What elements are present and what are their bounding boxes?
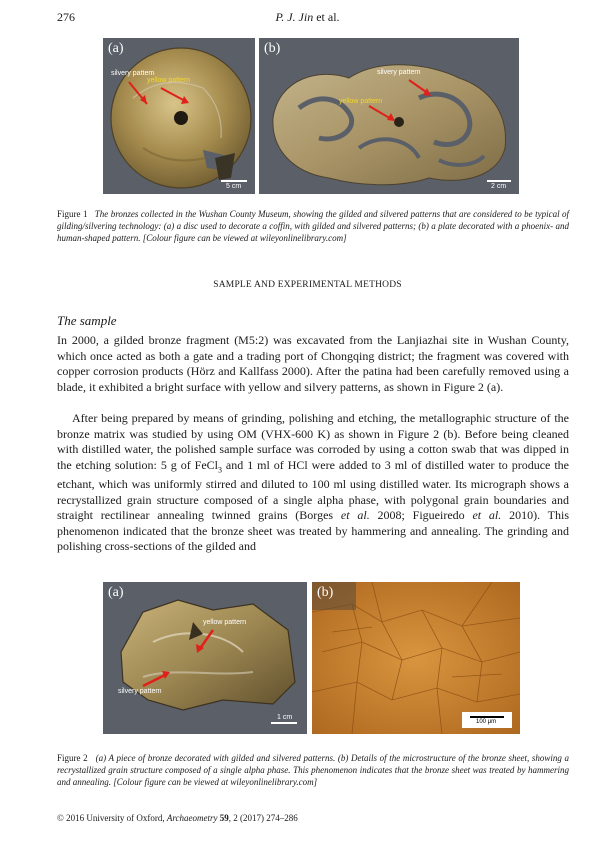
- figure2-caption-label: Figure 2: [57, 753, 88, 763]
- p2-part-c: 2008; Figueiredo: [369, 508, 473, 523]
- footer-copyright-text: © 2016 University of Oxford,: [57, 813, 167, 823]
- p2-part-a: After being prepared by means of grinding, polishing and etching, the metallographic structure of the bronze matrix was studied by using OM (VHX-600 K) as shown in Figure 2 (b). Before being cleaned with distilled water, the polished sample surface was corroded by using a cotton swab that was dipped in the etching solution: 5 g of FeCl: [57, 411, 569, 472]
- figure2-caption: [57, 752, 569, 788]
- p2-subscript: 3: [217, 464, 222, 474]
- footer-volume: 59: [217, 813, 229, 823]
- figure1-caption-label: Figure 1: [57, 209, 88, 219]
- figure2-a-silvery-label: silvery pattern: [118, 688, 162, 695]
- subsection-heading: The sample: [57, 313, 117, 328]
- body-paragraph-2: [57, 411, 569, 555]
- figure2-panel-a: [103, 582, 307, 734]
- p2-etal-1: et al.: [340, 508, 370, 523]
- p2-part-b: and 1 ml of HCl were added to 3 ml of distilled water to produce the etchant, which was uniformly stirred and diluted to 100 ml using distilled water. Its micrograph shows a recrystallized grain structure composed of a single alpha phase, with polygonal grain boundaries and straight rectilinear annealing twinned grains (Borges: [57, 457, 569, 523]
- figure1-b-scale-bar: [487, 180, 511, 182]
- running-head-etal: et al.: [313, 10, 340, 24]
- figure2-a-arrows: [103, 582, 307, 734]
- arrow-head-icon: [423, 88, 431, 96]
- page-number: 276: [57, 10, 75, 24]
- figure1-panel-b-label: (b): [264, 41, 281, 56]
- running-head: [0, 10, 615, 25]
- figure2-a-scale-bar: [271, 722, 297, 724]
- p2-etal-2: et al.: [472, 508, 502, 523]
- footer-journal: Archaeometry: [166, 813, 218, 823]
- figure2-a-scale-text: 1 cm: [277, 714, 293, 721]
- figure1-caption-text: The bronzes collected in the Wushan County Museum, showing the gilded and silvered patterns that are considered to be typical of gilding/silvering technology: (a) a disc used to decorate a coffin, with gilded and silvered patterns; (b) a plate decorated with a phoenix- and human-shaped pattern. [Colour figure can be viewed at wileyonlinelibrary.com]: [57, 209, 570, 243]
- running-head-author: P. J. Jin: [275, 10, 314, 24]
- figure2-caption-text: (a) A piece of bronze decorated with gilded and silvered patterns. (b) Details of the microstructure of the bronze sheet, showing a recrystallized grain structure composed of a single alpha phase. This phenomenon indicates that the bronze sheet was treated by hammering and annealing. [Colour figure can be viewed at wileyonlinelibrary.com]: [57, 753, 570, 787]
- footer-copyright: [57, 813, 298, 823]
- figure1-a-silvery-label: silvery pattern: [111, 70, 155, 77]
- figure2-b-scale-bar: [470, 716, 504, 718]
- figure2-a-yellow-label: yellow pattern: [203, 619, 247, 626]
- figure1-panel-b: [259, 38, 519, 194]
- body-paragraph-1: In 2000, a gilded bronze fragment (M5:2) was excavated from the Lanjiazhai site in Wushan County, which once acted as both a gate and a trading port of Chongqing district; the fragment was covered with copper corrosion products (Hörz and Kallfass 2000). After the patina had been carefully removed using a blade, it exhibited a bright surface with yellow and silvery patterns, as shown in Figure 2 (a).: [57, 333, 569, 394]
- figure1-b-yellow-label: yellow pattern: [339, 98, 383, 105]
- figure1-b-silvery-label: silvery pattern: [377, 69, 421, 76]
- figure2-panel-b-label: (b): [317, 585, 334, 600]
- figure1-a-arrows: [103, 38, 255, 194]
- figure1-a-scale-text: 5 cm: [226, 183, 242, 190]
- figure2-b-scale-text: 100 μm: [476, 719, 497, 725]
- figure1-a-yellow-label: yellow pattern: [147, 77, 191, 84]
- figure1-panel-a: [103, 38, 255, 194]
- figure1-b-arrows: [259, 38, 519, 194]
- figure2-panel-b: [312, 582, 520, 734]
- figure2-b-scale-box: [462, 712, 512, 728]
- figure1-panel-a-label: (a): [108, 41, 124, 56]
- figure2-panel-a-label: (a): [108, 585, 124, 600]
- figure1-a-scale-bar: [221, 180, 247, 182]
- figure1-b-scale-text: 2 cm: [491, 183, 507, 190]
- section-heading: SAMPLE AND EXPERIMENTAL METHODS: [213, 280, 402, 290]
- arrow-icon: [143, 674, 167, 686]
- p2-part-d: 2010). This phenomenon indicated that the bronze sheet was treated by hammering and annealing. The grinding and polishing cross-sections of the gilded and: [57, 508, 569, 554]
- figure1-caption: [57, 208, 569, 244]
- footer-pages: , 2 (2017) 274–286: [228, 813, 298, 823]
